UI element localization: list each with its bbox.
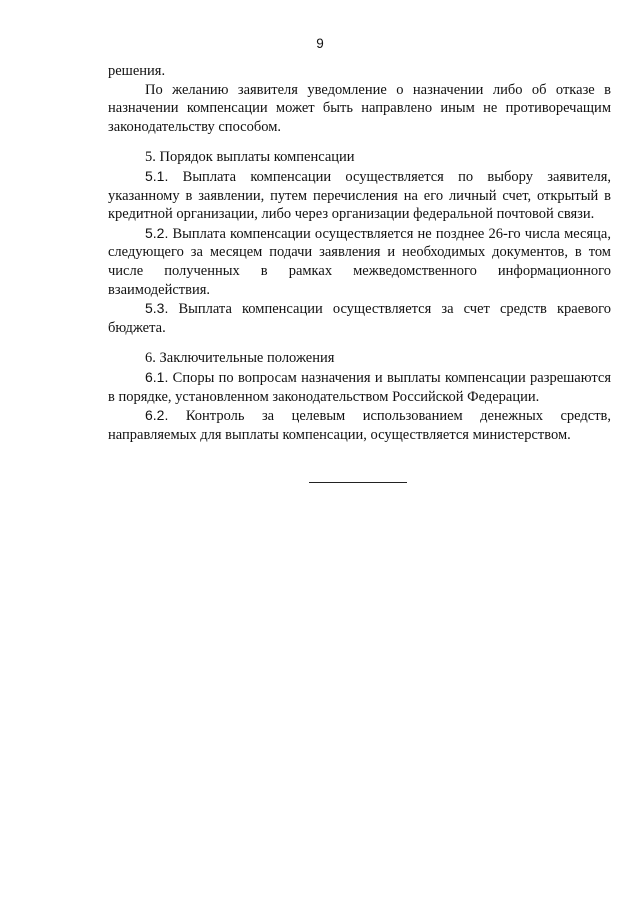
page-number: 9 (316, 36, 324, 51)
paragraph-6-1 (108, 368, 611, 406)
clause-number-6-1: 6.1. (145, 368, 169, 385)
paragraph-6-2 (108, 406, 611, 444)
document-body (108, 62, 611, 444)
paragraph-5-2 (108, 224, 611, 299)
clause-text-5-3: Выплата компенсации осуществляется за счет средств краевого бюджета. (108, 301, 611, 336)
section-gap (108, 337, 611, 349)
clause-text-6-1: Споры по вопросам назначения и выплаты компенсации разрешаются в порядке, установленном законодательством Российской Федерации. (108, 369, 611, 405)
section-heading-5: 5. Порядок выплаты компенсации (145, 149, 355, 166)
clause-text-5-2: Выплата компенсации осуществляется не позднее 26-го числа месяца, следующего за месяцем подачи заявления и необходимых документов, в том числе полученных в рамках межведомственного информационного взаимодействия. (108, 225, 611, 298)
clause-number-5-2: 5.2. (145, 224, 169, 241)
end-divider-line (309, 482, 407, 483)
paragraph-5-1 (108, 167, 611, 224)
paragraph-notification: По желанию заявителя уведомление о назначении либо об отказе в назначении компенсации может быть направлено иным не противоречащим законодательству способом. (108, 81, 611, 135)
clause-number-5-3: 5.3. (145, 300, 169, 317)
clause-text-6-2: Контроль за целевым использованием денежных средств, направляемых для выплаты компенсации, осуществляется министерством. (108, 408, 611, 443)
section-gap (108, 136, 611, 148)
paragraph-continuation: решения. (108, 63, 166, 79)
clause-number-5-1: 5.1. (145, 167, 169, 184)
clause-text-5-1: Выплата компенсации осуществляется по выбору заявителя, указанному в заявлении, путем перечисления на его личный счет, открытый в кредитной организации, либо через организации федеральной почтовой связи. (108, 168, 611, 223)
clause-number-6-2: 6.2. (145, 407, 169, 424)
paragraph-5-3 (108, 299, 611, 337)
section-heading-6: 6. Заключительные положения (145, 350, 335, 367)
